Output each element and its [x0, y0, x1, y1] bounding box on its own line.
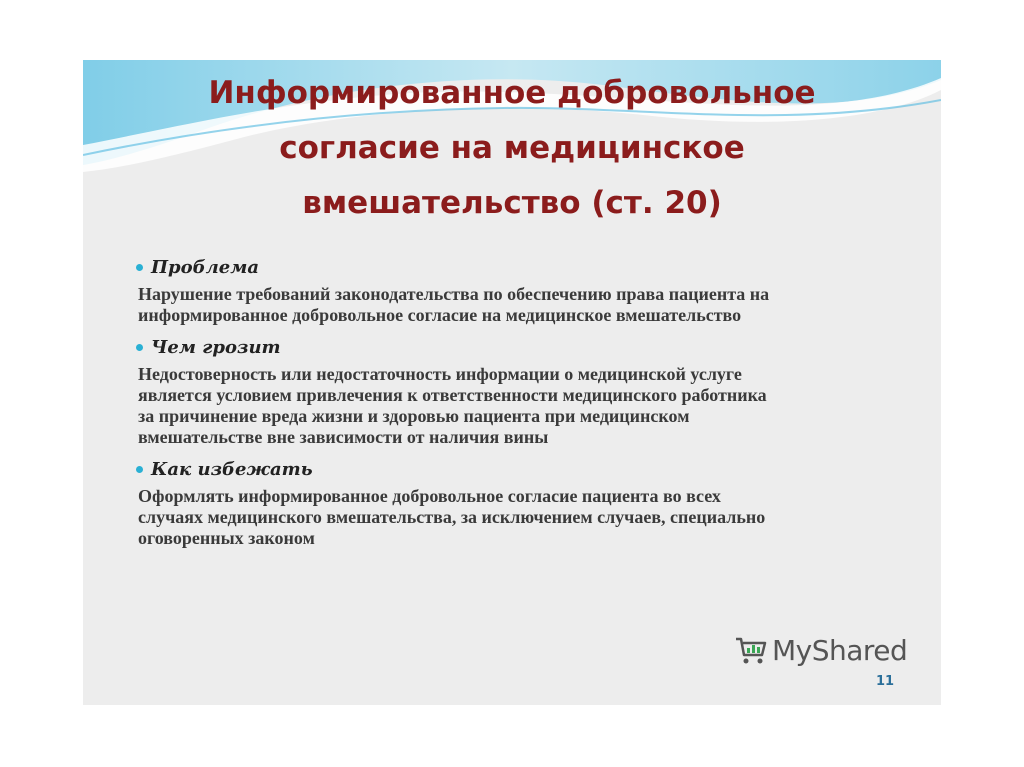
myshared-logo[interactable] — [734, 634, 907, 667]
bullet-dot-icon — [136, 466, 143, 473]
slide — [83, 60, 941, 705]
section-text — [136, 486, 916, 549]
text-line: Недостоверность или недостаточность информации о медицинской услуге — [138, 364, 742, 384]
logo-text: MyShared — [772, 634, 908, 667]
text-line: случаях медицинского вмешательства, за исключением случаев, специально — [138, 507, 766, 527]
title-line: согласие на медицинское — [279, 130, 745, 166]
title-line: Информированное добровольное — [208, 75, 816, 111]
page-number: 11 — [876, 674, 895, 689]
content-list — [136, 250, 916, 553]
cart-chart-icon — [734, 635, 768, 667]
slide-title — [83, 66, 941, 231]
text-line: информированное добровольное согласие на медицинское вмешательство — [138, 305, 742, 325]
text-line: является условием привлечения к ответственности медицинского работника — [138, 385, 767, 405]
bullet-heading: Чем грозит — [151, 336, 281, 358]
bullet-heading: Как избежать — [151, 458, 313, 480]
bullet-item-avoid — [136, 452, 916, 486]
title-line: вмешательство (ст. 20) — [302, 185, 722, 221]
bullet-item-problem — [136, 250, 916, 284]
text-line: Оформлять информированное добровольное согласие пациента во всех — [138, 486, 721, 506]
bullet-dot-icon — [136, 344, 143, 351]
text-line: вмешательстве вне зависимости от наличия вины — [138, 427, 549, 447]
section-text — [136, 284, 916, 326]
text-line: за причинение вреда жизни и здоровью пациента при медицинском — [138, 406, 690, 426]
text-line: Нарушение требований законодательства по обеспечению права пациента на — [138, 284, 770, 304]
section-text — [136, 364, 916, 448]
text-line: оговоренных законом — [138, 528, 315, 548]
bullet-dot-icon — [136, 264, 143, 271]
bullet-item-threat — [136, 330, 916, 364]
bullet-heading: Проблема — [151, 256, 259, 278]
